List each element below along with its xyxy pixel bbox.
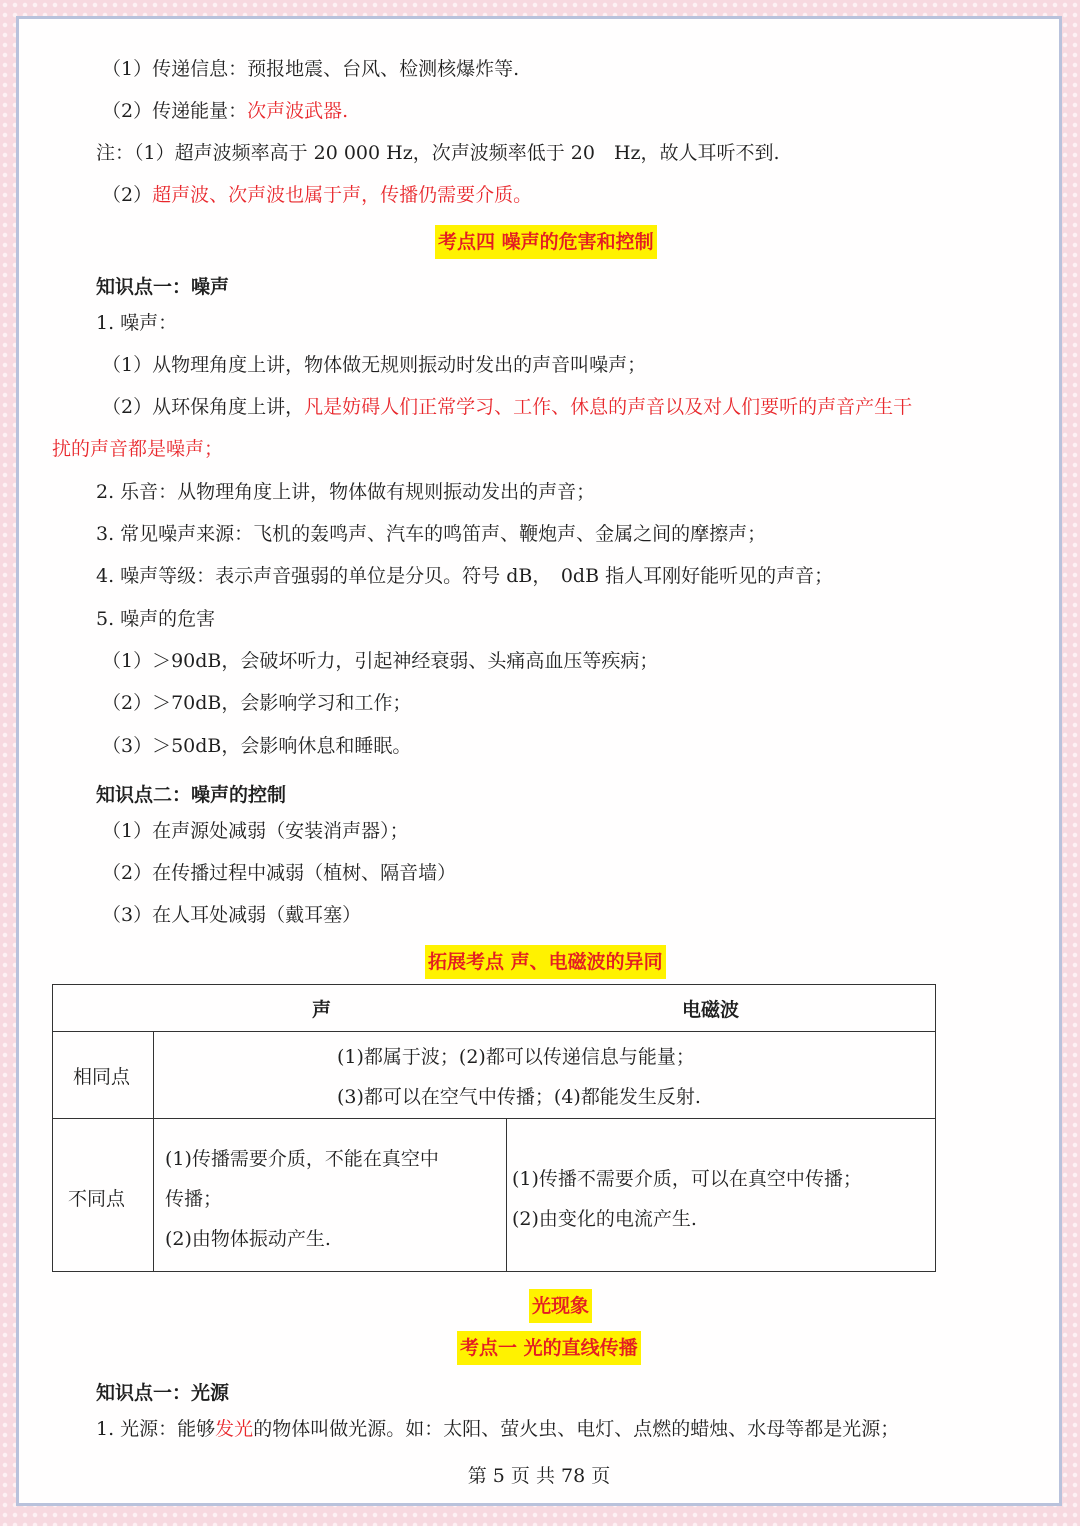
highlight-text: 凡是妨碍人们正常学习、工作、休息的声音以及对人们要听的声音产生干	[304, 396, 913, 418]
text-line: 2. 乐音：从物理角度上讲，物体做有规则振动发出的声音；	[96, 481, 596, 503]
section-heading: 考点一 光的直线传播	[457, 1331, 641, 1365]
table-header-cell	[53, 985, 936, 1032]
text-line: （1）＞90dB，会破坏听力，引起神经衰弱、头痛高血压等疾病；	[102, 650, 659, 672]
diff-sound-cell: (1)传播需要介质，不能在真空中 传播； (2)由物体振动产生.	[154, 1119, 507, 1272]
document-page	[16, 16, 1062, 1506]
highlight-text: 次声波武器.	[247, 100, 349, 122]
table-row	[53, 1032, 936, 1119]
table-header-row	[53, 985, 936, 1032]
row-label-diff: 不同点	[53, 1119, 154, 1272]
section-heading: 拓展考点 声、电磁波的异同	[425, 945, 666, 979]
column-header-em: 电磁波	[682, 999, 740, 1021]
text-line: （2）从环保角度上讲，凡是妨碍人们正常学习、工作、休息的声音以及对人们要听的声音产生干	[102, 396, 913, 418]
text-line: （3）＞50dB，会影响休息和睡眠。	[102, 735, 412, 757]
text-line: 1. 噪声：	[96, 312, 178, 334]
text-line: （1）传递信息：预报地震、台风、检测核爆炸等.	[102, 58, 520, 80]
highlight-text: 发光	[215, 1418, 254, 1440]
text-line: 4. 噪声等级：表示声音强弱的单位是分贝。符号 dB， 0dB 指人耳刚好能听见的声音；	[96, 565, 834, 587]
chapter-heading: 光现象	[529, 1289, 592, 1323]
text-line: 1. 光源：能够发光的物体叫做光源。如：太阳、萤火虫、电灯、点燃的蜡烛、水母等都是光源；	[96, 1418, 900, 1440]
text-line: 注：（1）超声波频率高于 20 000 Hz，次声波频率低于 20 Hz，故人耳听不到.	[96, 142, 780, 164]
subsection-heading: 知识点一：噪声	[96, 276, 230, 298]
same-cell: (1)都属于波；(2)都可以传递信息与能量； (3)都可以在空气中传播；(4)都能发生反射.	[154, 1032, 936, 1119]
text-line: （2）在传播过程中减弱（植树、隔音墙）	[102, 862, 457, 884]
row-label-same: 相同点	[53, 1032, 154, 1119]
text-line: 3. 常见噪声来源：飞机的轰鸣声、汽车的鸣笛声、鞭炮声、金属之间的摩擦声；	[96, 523, 767, 545]
text-line: （3）在人耳处减弱（戴耳塞）	[102, 904, 362, 926]
text-line: （2）超声波、次声波也属于声，传播仍需要介质。	[102, 184, 533, 206]
column-header-sound: 声	[312, 999, 332, 1021]
table-row	[53, 1119, 936, 1272]
section-heading: 考点四 噪声的危害和控制	[435, 225, 657, 259]
text-line: （2）传递能量：次声波武器.	[102, 100, 349, 122]
subsection-heading: 知识点二：噪声的控制	[96, 784, 287, 806]
highlight-text: 扰的声音都是噪声；	[52, 438, 224, 460]
text-line: 5. 噪声的危害	[96, 608, 216, 630]
subsection-heading: 知识点一：光源	[96, 1382, 230, 1404]
highlight-text: 超声波、次声波也属于声，传播仍需要介质。	[152, 184, 533, 206]
text-line: （1）从物理角度上讲，物体做无规则振动时发出的声音叫噪声；	[102, 354, 647, 376]
diff-em-cell: (1)传播不需要介质，可以在真空中传播； (2)由变化的电流产生.	[507, 1119, 936, 1272]
text-line: （1）在声源处减弱（安装消声器）；	[102, 820, 409, 842]
text-line: （2）＞70dB，会影响学习和工作；	[102, 692, 412, 714]
comparison-table	[52, 984, 936, 1272]
page-footer: 第 5 页 共 78 页	[467, 1465, 611, 1487]
